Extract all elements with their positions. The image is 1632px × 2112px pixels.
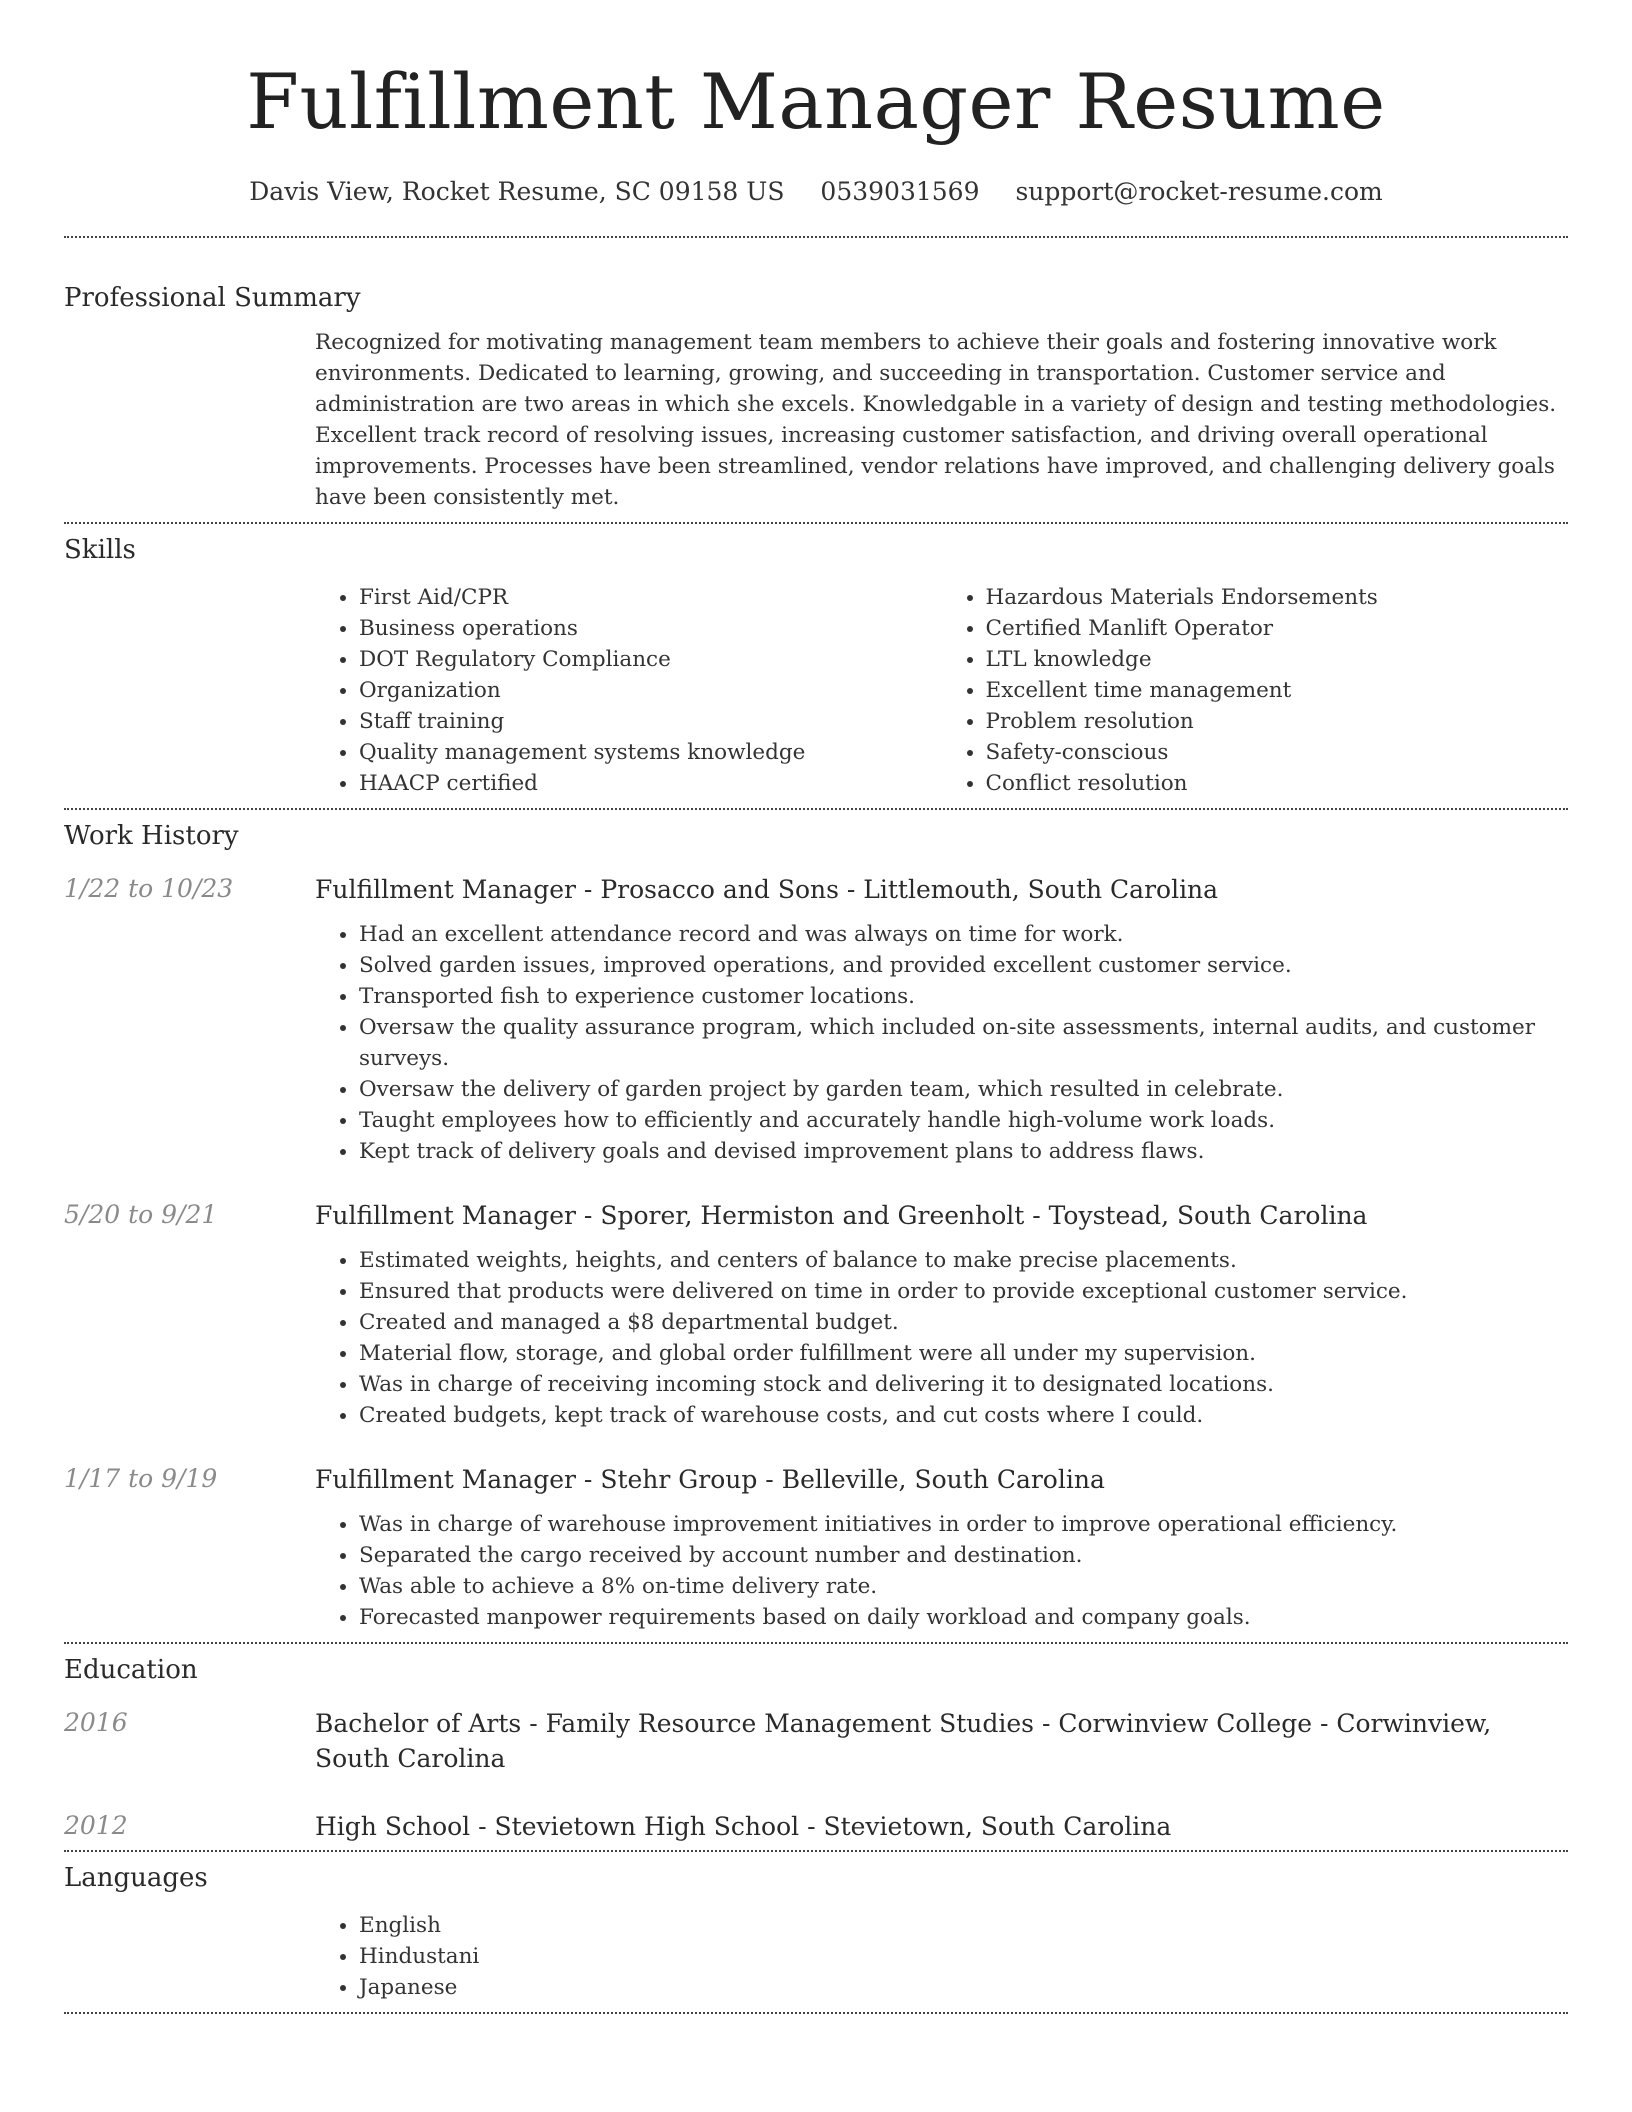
job-heading: Fulfillment Manager - Sporer, Hermiston and Greenholt - Toystead, South Carolina xyxy=(315,1201,1368,1230)
work-heading: Work History xyxy=(64,821,239,851)
education-entries xyxy=(64,1706,1568,1844)
job-company: Stehr Group xyxy=(600,1465,758,1494)
job-bullet: • Kept track of delivery goals and devised improvement plans to address flaws. xyxy=(359,1136,1568,1167)
job-bullet: • Separated the cargo received by account number and destination. xyxy=(359,1540,1568,1571)
job-location: Belleville, South Carolina xyxy=(781,1465,1105,1494)
skill-item: • Staff training xyxy=(359,706,942,737)
job-bullet: • Created budgets, kept track of warehouse costs, and cut costs where I could. xyxy=(359,1400,1568,1431)
education-detail: Bachelor of Arts - Family Resource Management Studies - Corwinview College - Corwinview, South Carolina xyxy=(315,1709,1492,1773)
skill-item: • DOT Regulatory Compliance xyxy=(359,644,942,675)
skills-column-right xyxy=(942,582,1569,799)
contact-line xyxy=(64,172,1568,212)
work-dates: 5/20 to 9/21 xyxy=(64,1200,218,1229)
education-heading: Education xyxy=(64,1655,198,1685)
skills-list xyxy=(315,582,1568,799)
job-role: Fulfillment Manager xyxy=(315,1465,576,1494)
education-year: 2012 xyxy=(64,1811,128,1840)
skill-item: • Certified Manlift Operator xyxy=(986,613,1569,644)
skill-item: • Business operations xyxy=(359,613,942,644)
job-bullets xyxy=(315,1245,1568,1431)
language-item: • English xyxy=(359,1910,1568,1941)
resume-title: Fulfillment Manager Resume xyxy=(246,57,1386,146)
job-bullet: • Forecasted manpower requirements based on daily workload and company goals. xyxy=(359,1602,1568,1633)
job-heading: Fulfillment Manager - Prosacco and Sons - Littlemouth, South Carolina xyxy=(315,875,1219,904)
job-role: Fulfillment Manager xyxy=(315,875,576,904)
job-bullet: • Taught employees how to efficiently and accurately handle high-volume work loads. xyxy=(359,1105,1568,1136)
work-entry xyxy=(64,1198,1568,1431)
job-bullet: • Ensured that products were delivered on time in order to provide exceptional customer service. xyxy=(359,1276,1568,1307)
skill-item: • LTL knowledge xyxy=(986,644,1569,675)
skills-section xyxy=(64,524,1568,799)
job-bullet: • Material flow, storage, and global order fulfillment were all under my supervision. xyxy=(359,1338,1568,1369)
languages-section xyxy=(64,1852,1568,2003)
skill-item: • Quality management systems knowledge xyxy=(359,737,942,768)
work-dates: 1/22 to 10/23 xyxy=(64,874,234,903)
skill-item: • Excellent time management xyxy=(986,675,1569,706)
education-section xyxy=(64,1644,1568,1844)
job-company: Prosacco and Sons xyxy=(600,875,839,904)
education-detail: High School - Stevietown High School - Stevietown, South Carolina xyxy=(315,1812,1172,1841)
summary-heading: Professional Summary xyxy=(64,283,361,313)
job-bullet: • Solved garden issues, improved operations, and provided excellent customer service. xyxy=(359,950,1568,981)
job-bullet: • Had an excellent attendance record and was always on time for work. xyxy=(359,919,1568,950)
education-entry xyxy=(64,1809,1568,1844)
skills-column-left xyxy=(315,582,942,799)
email: support@rocket-resume.com xyxy=(1015,177,1383,206)
skill-item: • HAACP certified xyxy=(359,768,942,799)
job-bullet: • Oversaw the quality assurance program, which included on-site assessments, internal audits, and customer surveys. xyxy=(359,1012,1568,1074)
skills-heading: Skills xyxy=(64,535,136,565)
summary-section xyxy=(64,238,1568,513)
divider xyxy=(64,2012,1568,2014)
work-dates: 1/17 to 9/19 xyxy=(64,1464,218,1493)
skill-item: • Organization xyxy=(359,675,942,706)
education-entry xyxy=(64,1706,1568,1776)
language-item: • Japanese xyxy=(359,1972,1568,2003)
languages-heading: Languages xyxy=(64,1863,208,1893)
address: Davis View, Rocket Resume, SC 09158 US xyxy=(249,177,785,206)
languages-list xyxy=(315,1910,1568,2003)
job-bullets xyxy=(315,919,1568,1167)
job-bullet: • Was able to achieve a 8% on-time delivery rate. xyxy=(359,1571,1568,1602)
job-bullet: • Oversaw the delivery of garden project by garden team, which resulted in celebrate. xyxy=(359,1074,1568,1105)
skill-item: • First Aid/CPR xyxy=(359,582,942,613)
job-heading: Fulfillment Manager - Stehr Group - Belleville, South Carolina xyxy=(315,1465,1105,1494)
job-bullet: • Was in charge of receiving incoming stock and delivering it to designated locations. xyxy=(359,1369,1568,1400)
job-location: Littlemouth, South Carolina xyxy=(863,875,1219,904)
job-bullet: • Transported fish to experience customer locations. xyxy=(359,981,1568,1012)
phone: 0539031569 xyxy=(820,177,980,206)
work-entries xyxy=(64,872,1568,1633)
job-bullet: • Estimated weights, heights, and centers of balance to make precise placements. xyxy=(359,1245,1568,1276)
resume-page xyxy=(64,0,1568,2014)
job-company: Sporer, Hermiston and Greenholt xyxy=(600,1201,1025,1230)
work-entry xyxy=(64,872,1568,1167)
skill-item: • Problem resolution xyxy=(986,706,1569,737)
education-year: 2016 xyxy=(64,1708,128,1737)
skill-item: • Hazardous Materials Endorsements xyxy=(986,582,1569,613)
job-bullets xyxy=(315,1509,1568,1633)
job-location: Toystead, South Carolina xyxy=(1048,1201,1368,1230)
work-section xyxy=(64,810,1568,1633)
language-item: • Hindustani xyxy=(359,1941,1568,1972)
job-role: Fulfillment Manager xyxy=(315,1201,576,1230)
skill-item: • Safety-conscious xyxy=(986,737,1569,768)
skill-item: • Conflict resolution xyxy=(986,768,1569,799)
job-bullet: • Was in charge of warehouse improvement initiatives in order to improve operational efficiency. xyxy=(359,1509,1568,1540)
work-entry xyxy=(64,1462,1568,1633)
job-bullet: • Created and managed a $8 departmental budget. xyxy=(359,1307,1568,1338)
summary-text: Recognized for motivating management team members to achieve their goals and fostering innovative work environments. Dedicated to learning, growing, and succeeding in transportation. Customer service and administration are two areas in which she excels. Knowledgable in a variety of design and testing methodologies. Excellent track record of resolving issues, increasing customer satisfaction, and driving overall operational improvements. Processes have been streamlined, vendor relations have improved, and challenging delivery goals have been consistently met. xyxy=(315,330,1557,510)
